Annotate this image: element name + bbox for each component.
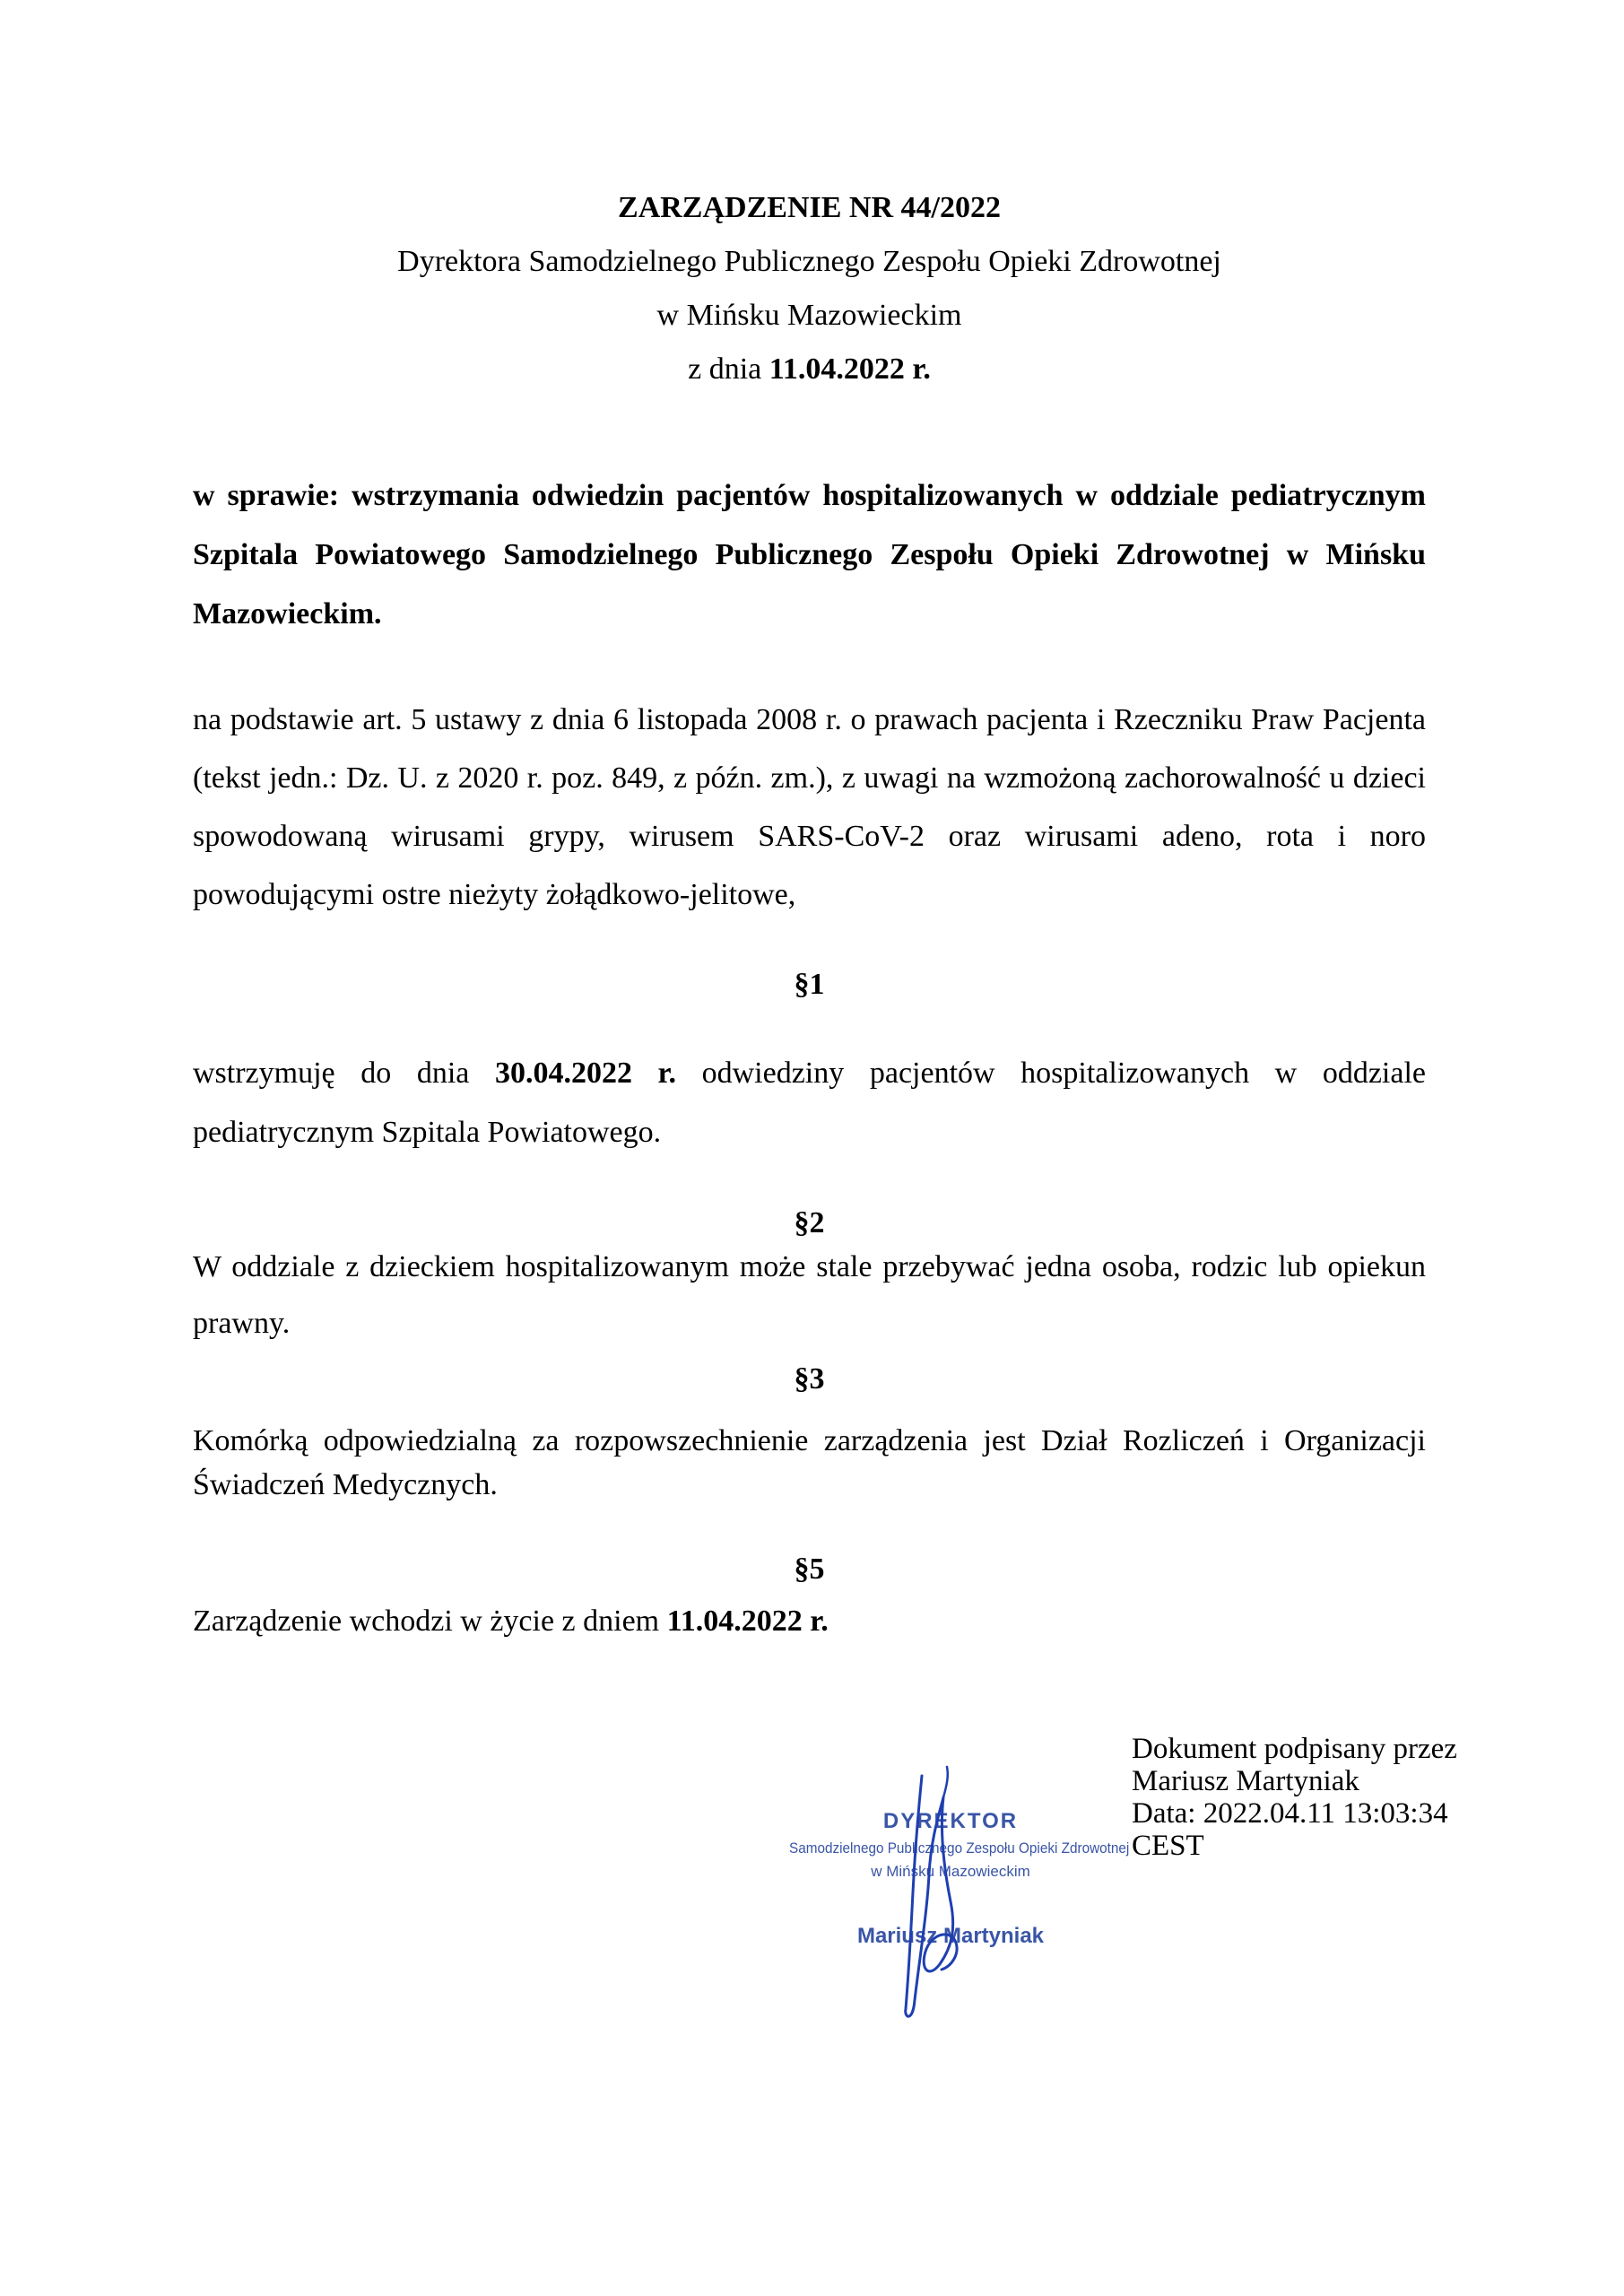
digital-signature-info [1132, 1733, 1457, 1862]
section-mark-1: §1 [794, 968, 825, 1001]
section-5-text-before: Zarządzenie wchodzi w życie z dniem [193, 1605, 667, 1638]
handwritten-signature [843, 1758, 1022, 2027]
section-3-text: Komórką odpowiedzialną za rozpowszechnienie zarządzenia jest Dział Rozliczeń i Organizacji Świadczeń Medycznych. [193, 1424, 1426, 1501]
section-mark-2: §2 [794, 1206, 825, 1239]
issuer-line: Dyrektora Samodzielnego Publicznego Zespołu Opieki Zdrowotnej [397, 245, 1221, 278]
stamp-title: DYREKTOR [882, 1809, 1019, 1833]
subject-paragraph: w sprawie: wstrzymania odwiedzin pacjentów hospitalizowanych w oddziale pediatrycznym Szpitala Powiatowego Samodzielnego Publicznego Zespołu Opieki Zdrowotnej w Mińsku Mazowieckim. [193, 479, 1426, 631]
section-5-text [193, 1604, 1426, 1639]
issuer-location: w Mińsku Mazowieckim [656, 299, 962, 332]
stamp-location: w Mińsku Mazowieckim [871, 1863, 1030, 1880]
issue-date-value: 11.04.2022 r. [769, 352, 931, 386]
section-5-date: 11.04.2022 r. [666, 1605, 829, 1638]
section-mark-5: §5 [794, 1552, 825, 1586]
section-1-text-before: wstrzymuję do dnia [193, 1057, 495, 1090]
stamp-name: Mariusz Martyniak [856, 1924, 1045, 1948]
signature-signer: Mariusz Martyniak [1132, 1765, 1359, 1797]
section-1-text-after: odwiedziny pacjentów hospitalizowanych w oddziale pediatrycznym Szpitala Powiatowego. [193, 1057, 1426, 1149]
signature-line-1: Dokument podpisany przez [1132, 1733, 1457, 1765]
signature-date: Data: 2022.04.11 13:03:34 [1132, 1797, 1448, 1830]
section-2-text: W oddziale z dzieckiem hospitalizowanym może stale przebywać jedna osoba, rodzic lub opiekun prawny. [193, 1250, 1426, 1340]
document-title: ZARZĄDZENIE NR 44/2022 [618, 191, 1001, 224]
stamp-institution: Samodzielnego Publicznego Zespołu Opieki Zdrowotnej [789, 1839, 1130, 1857]
section-mark-3: §3 [794, 1362, 825, 1396]
section-1-date: 30.04.2022 r. [494, 1057, 677, 1090]
section-1-text [193, 1044, 1426, 1162]
signature-timezone: CEST [1132, 1830, 1204, 1862]
issue-date [193, 352, 1426, 387]
issue-date-prefix: z dnia [688, 352, 769, 386]
legal-basis-paragraph: na podstawie art. 5 ustawy z dnia 6 listopada 2008 r. o prawach pacjenta i Rzeczniku Praw Pacjenta (tekst jedn.: Dz. U. z 2020 r. poz. 849, z późn. zm.), z uwagi na wzmożoną zachorowalność u dzieci spowodowaną wirusami grypy, wirusem SARS-CoV-2 oraz wirusami adeno, rota i noro powodującymi ostre nieżyty żołądkowo-jelitowe, [193, 703, 1426, 911]
